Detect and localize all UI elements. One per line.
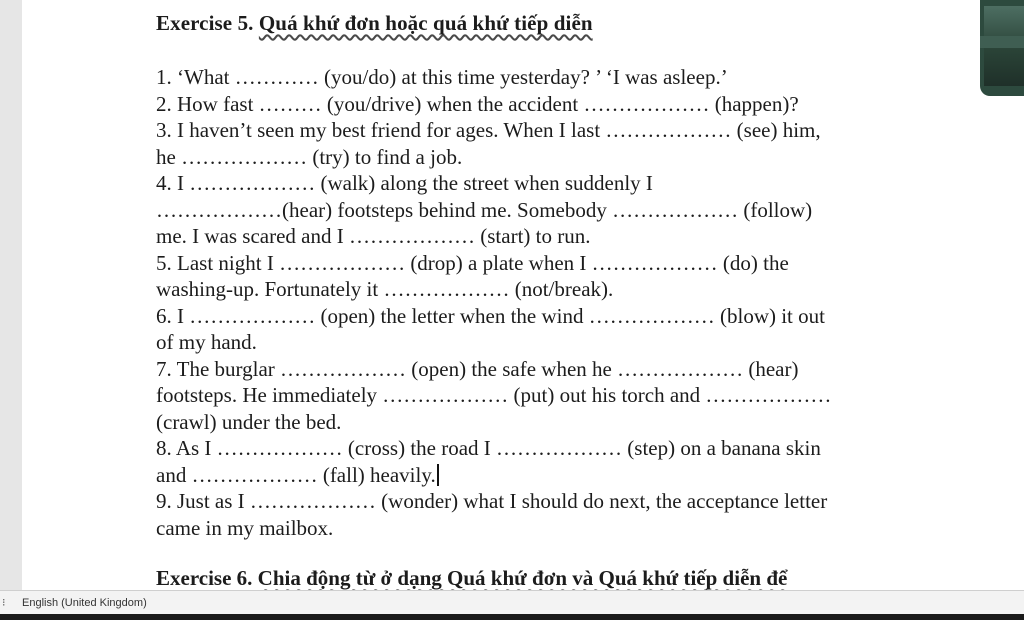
- text-cursor: [437, 464, 439, 486]
- exercise-5-title: [156, 8, 956, 40]
- exercise-6-title-text: Chia động từ ở dạng Quá khứ đơn và Quá khứ tiếp diễn để: [257, 566, 788, 590]
- exercise-line-text: 2. How fast ……… (you/drive) when the accident ……………… (happen)?: [156, 91, 799, 116]
- exercise-line: [156, 462, 956, 489]
- language-indicator[interactable]: English (United Kingdom): [22, 597, 147, 609]
- exercise-line-text: 8. As I ……………… (cross) the road I ……………… (step) on a banana skin: [156, 436, 821, 460]
- exercise-line: [156, 488, 956, 515]
- exercise-6-title-prefix: Exercise 6.: [156, 566, 258, 590]
- exercise-line-text: of my hand.: [156, 330, 257, 354]
- exercise-6-title: [156, 566, 956, 591]
- exercise-line-text: came in my mailbox.: [156, 515, 334, 540]
- exercise-line-text: 9. Just as I ……………… (wonder) what I should do next, the acceptance letter: [156, 489, 828, 513]
- exercise-5-title-text: Quá khứ đơn hoặc quá khứ tiếp diễn: [258, 11, 593, 35]
- exercise-line: [156, 117, 956, 144]
- video-frame-band: [980, 36, 1024, 48]
- exercise-5-body: [156, 64, 956, 541]
- status-bar: [0, 590, 1024, 615]
- exercise-line-text: ………………(hear) footsteps behind me. Somebody ……………… (follow): [156, 197, 813, 222]
- exercise-line-text: 6. I ……………… (open) the letter when the wind ……………… (blow) it out: [156, 303, 825, 328]
- exercise-line-text: he ……………… (try) to find a job.: [156, 144, 463, 169]
- video-thumbnail[interactable]: [980, 0, 1024, 96]
- exercise-line-text: 1. ‘What ………… (you/do) at this time yesterday? ’ ‘I was asleep.’: [156, 65, 728, 89]
- exercise-line-text: 5. Last night I ……………… (drop) a plate when I ……………… (do) the: [156, 250, 789, 275]
- exercise-line-text: me. I was scared and I ……………… (start) to run.: [156, 224, 591, 248]
- exercise-line: [156, 435, 956, 462]
- exercise-line: [156, 276, 956, 303]
- document-content[interactable]: [156, 8, 956, 541]
- exercise-line: [156, 515, 956, 542]
- exercise-line: [156, 356, 956, 383]
- exercise-line-text: 4. I ……………… (walk) along the street when suddenly I: [156, 171, 653, 195]
- exercise-line-text: (crawl) under the bed.: [156, 409, 342, 434]
- exercise-5-title-prefix: Exercise 5.: [156, 11, 259, 35]
- exercise-line: [156, 409, 956, 436]
- exercise-line-text: 7. The burglar ……………… (open) the safe when he ……………… (hear): [156, 356, 799, 381]
- exercise-line: [156, 250, 956, 277]
- exercise-line-text: footsteps. He immediately ……………… (put) out his torch and ………………: [156, 383, 832, 407]
- exercise-line: [156, 223, 956, 250]
- exercise-line-text: 3. I haven’t seen my best friend for ages. When I last ……………… (see) him,: [156, 118, 821, 142]
- exercise-line: [156, 144, 956, 171]
- exercise-line: [156, 197, 956, 224]
- exercise-line: [156, 382, 956, 409]
- taskbar-edge: [0, 614, 1024, 620]
- exercise-line: [156, 329, 956, 356]
- status-indicator-icon: ⁝: [2, 597, 6, 609]
- exercise-line-text: and ……………… (fall) heavily.: [156, 462, 436, 487]
- exercise-line: [156, 303, 956, 330]
- exercise-line-text: washing-up. Fortunately it ……………… (not/break).: [156, 277, 614, 301]
- exercise-line: [156, 170, 956, 197]
- exercise-line: [156, 64, 956, 91]
- exercise-line: [156, 91, 956, 118]
- left-gutter: [0, 0, 22, 590]
